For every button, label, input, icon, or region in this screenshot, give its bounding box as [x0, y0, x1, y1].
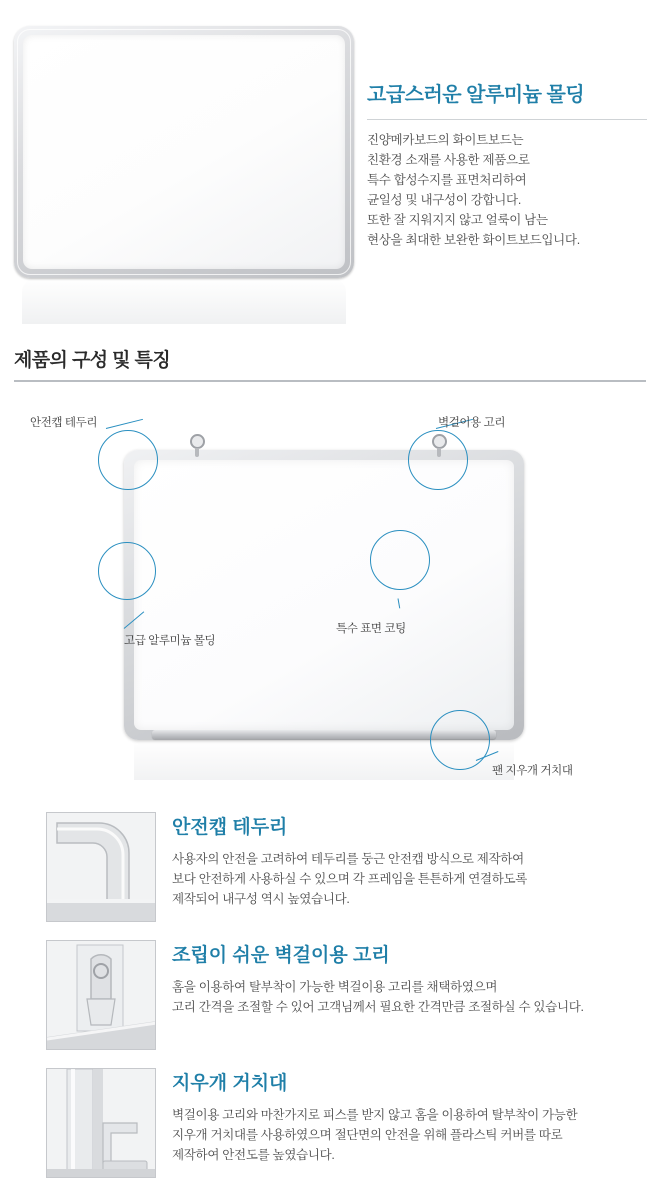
- eraser-tray-illustration: [47, 1069, 156, 1178]
- detail-0-line-1: 사용자의 안전을 고려하여 테두리를 둥근 안전캡 방식으로 제작하여: [172, 852, 524, 866]
- detail-0-line-2: 보다 안전하게 사용하실 수 있으며 각 프레임을 튼튼하게 연결하도록: [172, 872, 528, 886]
- product-diagram: [0, 392, 660, 792]
- detail-row-wall-hook: [46, 940, 646, 1062]
- wall-hook-icon-left: [190, 434, 204, 454]
- hero-line-6: 현상을 최대한 보완한 화이트보드입니다.: [367, 233, 580, 247]
- annotation-circle-eraser-tray: [430, 710, 490, 770]
- detail-text-wall-hook: [172, 940, 646, 1017]
- wall-hook-illustration: [47, 941, 156, 1050]
- detail-row-safety-cap: [46, 812, 646, 934]
- detail-body-safety-cap: [172, 849, 646, 909]
- hero-title: 고급스러운 알루미늄 몰딩: [367, 78, 647, 120]
- hero-line-5: 또한 잘 지워지지 않고 얼룩이 남는: [367, 213, 548, 227]
- detail-2-line-3: 제작하여 안전도를 높였습니다.: [172, 1148, 335, 1162]
- hero-description: [367, 130, 647, 250]
- hero-line-4: 균일성 및 내구성이 강합니다.: [367, 193, 521, 207]
- diagram-label-wall-hook: 벽걸이용 고리: [438, 417, 506, 429]
- detail-thumbnail-safety-cap: [46, 812, 156, 922]
- detail-title-safety-cap: 안전캡 테두리: [172, 817, 288, 838]
- diagram-label-aluminum-molding: 고급 알루미늄 몰딩: [124, 635, 216, 647]
- safety-cap-corner-illustration: [47, 813, 156, 922]
- detail-1-line-1: 홈을 이용하여 탈부착이 가능한 벽걸이용 고리를 채택하였으며: [172, 980, 498, 994]
- annotation-circle-surface-coating: [370, 530, 430, 590]
- diagram-label-eraser-tray: 팬 지우개 거치대: [492, 765, 573, 777]
- detail-text-eraser-tray: [172, 1068, 646, 1165]
- detail-thumbnail-wall-hook: [46, 940, 156, 1050]
- diagram-label-surface-coating: 특수 표면 코팅: [336, 623, 406, 635]
- leader-line-safety-cap: [106, 419, 143, 429]
- whiteboard-product-image: [14, 26, 354, 278]
- whiteboard-reflection: [22, 278, 346, 324]
- annotation-circle-wall-hook: [408, 430, 468, 490]
- annotation-circle-aluminum-molding: [98, 542, 156, 600]
- detail-2-line-2: 지우개 거치대를 사용하였으며 절단면의 안전을 위해 플라스틱 커버를 따로: [172, 1128, 563, 1142]
- diagram-whiteboard: [124, 450, 524, 740]
- diagram-label-safety-cap: 안전캡 테두리: [30, 417, 98, 429]
- hero-line-1: 진양메카보드의 화이트보드는: [367, 133, 524, 147]
- annotation-circle-safety-cap: [98, 430, 158, 490]
- detail-body-wall-hook: [172, 977, 646, 1017]
- detail-thumbnail-eraser-tray: [46, 1068, 156, 1178]
- detail-title-eraser-tray: 지우개 거치대: [172, 1073, 288, 1094]
- hero-text-block: [367, 78, 647, 250]
- detail-1-line-2: 고리 간격을 조절할 수 있어 고객님께서 필요한 간격만큼 조절하실 수 있습니다.: [172, 1000, 584, 1014]
- detail-text-safety-cap: [172, 812, 646, 909]
- detail-2-line-1: 벽걸이용 고리와 마찬가지로 피스를 받지 않고 홈을 이용하여 탈부착이 가능한: [172, 1108, 578, 1122]
- detail-row-eraser-tray: [46, 1068, 646, 1190]
- hero-line-3: 특수 합성수지를 표면처리하여: [367, 173, 527, 187]
- hero-line-2: 친환경 소재를 사용한 제품으로: [367, 153, 530, 167]
- whiteboard-surface: [23, 35, 345, 269]
- detail-title-wall-hook: 조립이 쉬운 벽걸이용 고리: [172, 945, 390, 966]
- features-section-heading: 제품의 구성 및 특징: [14, 345, 646, 382]
- hero-section: [0, 0, 660, 330]
- detail-0-line-3: 제작되어 내구성 역시 높였습니다.: [172, 892, 350, 906]
- diagram-whiteboard-surface: [134, 460, 514, 730]
- detail-body-eraser-tray: [172, 1105, 646, 1165]
